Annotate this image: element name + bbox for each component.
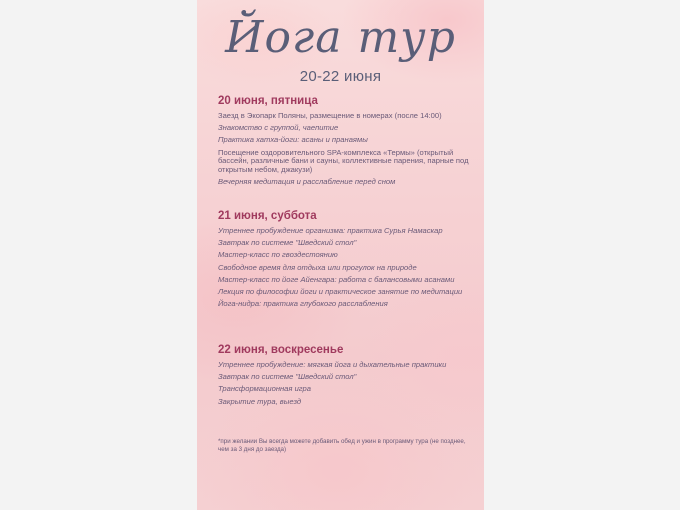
day-schedule-sunday xyxy=(218,344,480,410)
day-title: 22 июня, воскресенье xyxy=(218,344,344,356)
poster-title: Йога тур xyxy=(225,12,456,63)
schedule-item: Завтрак по системе "Шведский стол" xyxy=(218,372,357,382)
schedule-item: Знакомство с группой, чаепитие xyxy=(218,123,339,133)
footnote: *при желании Вы всегда можете добавить обед и ужин в программу тура (не позднее, чем за 3 дня до заезда) xyxy=(218,438,466,453)
day-title: 21 июня, суббота xyxy=(218,210,317,222)
schedule-item: Свободное время для отдыха или прогулок на природе xyxy=(218,262,417,272)
yoga-tour-poster xyxy=(197,0,484,510)
day-schedule-saturday xyxy=(218,210,480,312)
schedule-item: Мастер-класс по гвоздестоянию xyxy=(218,250,338,260)
schedule-item: Мастер-класс по йоге Айенгара: работа с балансовыми асанами xyxy=(218,274,455,284)
day-schedule-friday xyxy=(218,95,480,190)
schedule-item: Лекция по философии йоги и практическое занятие по медитации xyxy=(218,287,463,297)
day-title: 20 июня, пятница xyxy=(218,95,318,107)
schedule-item: Заезд в Экопарк Поляны, размещение в номерах (после 14:00) xyxy=(218,111,442,120)
schedule-item: Завтрак по системе "Шведский стол" xyxy=(218,238,357,248)
schedule-item: Вечерняя медитация и расслабление перед сном xyxy=(218,177,396,187)
schedule-item: Трансформационная игра xyxy=(218,384,311,394)
schedule-item: Утреннее пробуждение организма: практика Сурья Намаскар xyxy=(218,226,443,235)
schedule-item: Закрытие тура, выезд xyxy=(218,396,302,406)
poster-dates: 20-22 июня xyxy=(299,68,382,85)
schedule-item: Посещение оздоровительного SPA-комплекса «Термы» (открытый бассейн, различные бани и сауны, коллективные парения, парные под открытым небом, джакузи) xyxy=(218,147,469,175)
schedule-item: Утреннее пробуждение: мягкая йога и дыхательные практики xyxy=(218,360,447,369)
schedule-item: Йога-нидра: практика глубокого расслабления xyxy=(218,299,388,309)
schedule-item: Практика хатха-йоги: асаны и пранаямы xyxy=(218,135,368,145)
